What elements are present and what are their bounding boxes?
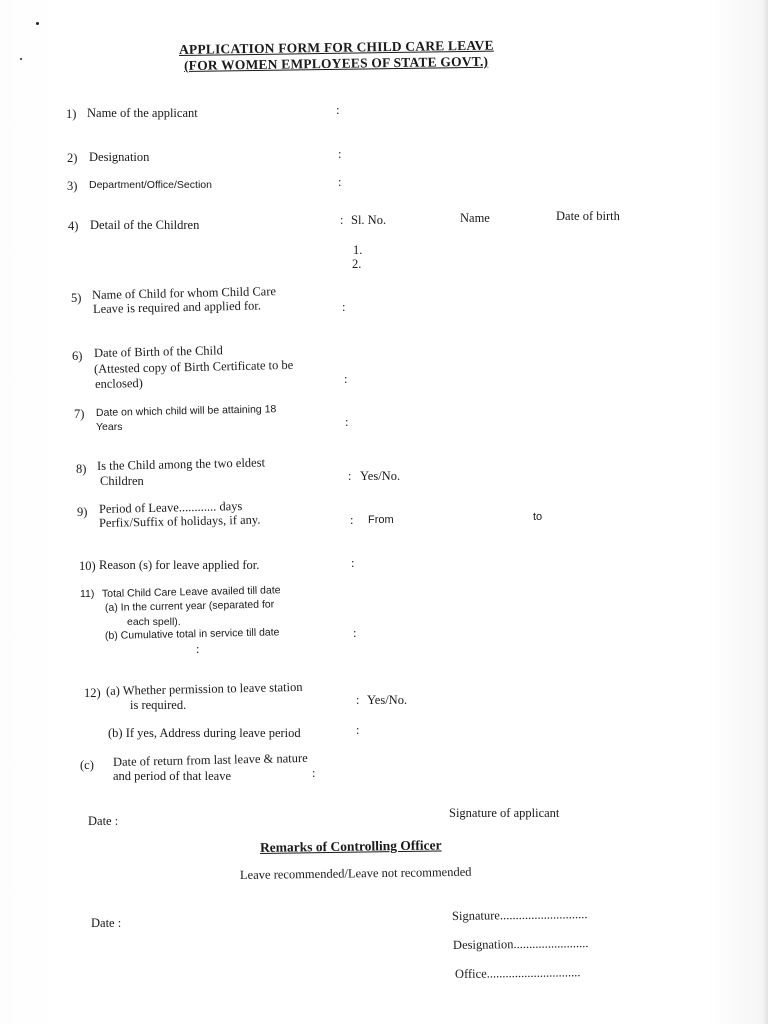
- scan-mark: [20, 58, 22, 60]
- item-7-number: 7): [74, 407, 85, 421]
- item-12a-line1: (a) Whether permission to leave station: [105, 679, 303, 698]
- item-12-number: 12): [84, 686, 101, 700]
- item-3-number: 3): [67, 179, 78, 193]
- children-row-1: 1.: [353, 243, 363, 257]
- item-6-number: 6): [72, 349, 83, 363]
- form-subtitle: (FOR WOMEN EMPLOYEES OF STATE GOVT.): [183, 53, 489, 73]
- officer-office-line: Office..............................: [454, 965, 581, 981]
- item-9-label-line2: Perfix/Suffix of holidays, if any.: [98, 512, 261, 530]
- item-11-number: 11): [80, 588, 95, 600]
- applicant-date-label: Date :: [88, 814, 119, 828]
- item-12b-colon: :: [356, 723, 360, 737]
- item-5-number: 5): [71, 291, 82, 305]
- item-9-to: to: [533, 511, 543, 523]
- item-10-number: 10): [79, 559, 96, 573]
- form-title: APPLICATION FORM FOR CHILD CARE LEAVE: [178, 37, 494, 57]
- item-12a-line2: is required.: [130, 698, 187, 712]
- item-5-label-line1: Name of Child for whom Child Care: [91, 284, 277, 302]
- page-edge-shadow: [762, 0, 768, 1024]
- item-7-colon: :: [345, 415, 349, 429]
- item-2-number: 2): [67, 151, 78, 165]
- children-col-name: Name: [460, 211, 490, 225]
- item-6-label-line1: Date of Birth of the Child: [93, 343, 223, 360]
- remarks-title: Remarks of Controlling Officer: [259, 837, 442, 855]
- recommendation-text: Leave recommended/Leave not recommended: [239, 864, 472, 882]
- item-11-extra-colon: :: [196, 642, 200, 656]
- item-11a-line1: (a) In the current year (separated for: [104, 598, 275, 614]
- item-4-colon: :: [340, 213, 344, 227]
- item-12c-colon: :: [312, 766, 316, 780]
- signature-of-applicant: Signature of applicant: [449, 806, 560, 820]
- item-12c-line2: and period of that leave: [113, 769, 232, 783]
- item-6-label-line2: (Attested copy of Birth Certificate to be: [93, 357, 294, 376]
- officer-signature-line: Signature............................: [451, 907, 588, 923]
- item-8-label-line1: Is the Child among the two eldest: [96, 455, 266, 473]
- officer-designation-line: Designation........................: [452, 936, 589, 952]
- item-3-colon: :: [338, 175, 342, 189]
- item-7-label-line2: Years: [96, 421, 123, 433]
- item-2-label: Designation: [89, 150, 150, 164]
- item-12c-line1: Date of return from last leave & nature: [112, 750, 308, 769]
- officer-date-label: Date :: [91, 916, 122, 930]
- item-12a-value: Yes/No.: [367, 693, 408, 707]
- item-4-label: Detail of the Children: [90, 218, 200, 232]
- item-1-colon: :: [336, 103, 340, 117]
- scan-mark: [36, 22, 39, 25]
- item-11a-line2: each spell).: [127, 616, 181, 628]
- item-12a-colon: :: [356, 693, 360, 707]
- item-8-label-line2: Children: [100, 474, 144, 488]
- item-11b: (b) Cumulative total in service till date: [104, 626, 280, 642]
- item-7-label-line1: Date on which child will be attaining 18: [95, 403, 277, 419]
- item-1-number: 1): [66, 107, 77, 121]
- item-6-label-line3: enclosed): [94, 375, 144, 391]
- item-11-label: Total Child Care Leave availed till date: [101, 584, 281, 600]
- item-2-colon: :: [338, 147, 342, 161]
- item-8-number: 8): [76, 462, 87, 476]
- item-12b: (b) If yes, Address during leave period: [108, 726, 301, 740]
- item-9-number: 9): [77, 505, 88, 519]
- item-1-label: Name of the applicant: [87, 106, 198, 120]
- item-3-label: Department/Office/Section: [89, 179, 212, 191]
- item-4-number: 4): [68, 219, 79, 233]
- item-11-colon: :: [353, 626, 357, 640]
- item-10-label: Reason (s) for leave applied for.: [99, 558, 260, 572]
- item-9-label-line1: Period of Leave............ days: [98, 498, 243, 516]
- item-6-colon: :: [344, 372, 348, 386]
- item-12c-label: (c): [80, 758, 94, 772]
- item-9-from: From: [368, 514, 394, 526]
- item-9-colon: :: [350, 513, 354, 527]
- item-8-colon: :: [348, 469, 352, 483]
- children-row-2: 2.: [352, 257, 362, 271]
- item-10-colon: :: [351, 556, 355, 570]
- item-8-value: Yes/No.: [360, 469, 401, 483]
- item-5-label-line2: Leave is required and applied for.: [92, 298, 262, 316]
- children-col-slno: Sl. No.: [351, 213, 387, 227]
- children-col-dob: Date of birth: [556, 209, 620, 223]
- item-5-colon: :: [342, 300, 346, 314]
